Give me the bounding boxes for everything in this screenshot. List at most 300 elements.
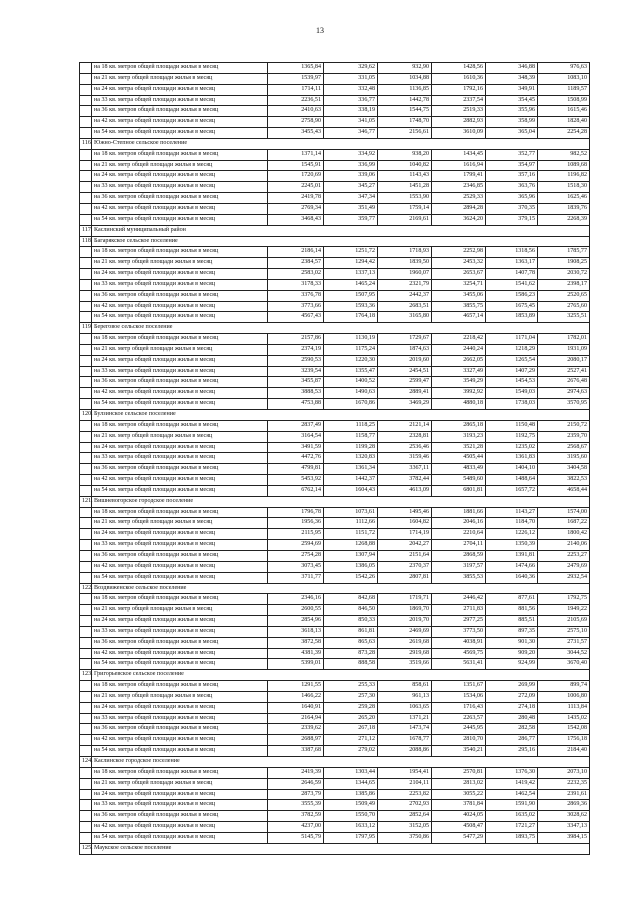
table-row [80,822,590,833]
value-cell: 2590,53 [268,355,324,366]
value-cell: 5631,41 [432,659,486,670]
value-cell: 3624,20 [432,214,486,225]
value-cell: 3164,54 [268,431,324,442]
value-cell: 2419,78 [268,193,324,204]
value-cell: 1474,66 [486,561,538,572]
value-cell: 846,50 [324,605,378,616]
row-number-cell [80,279,92,290]
row-label: на 21 кв. метр общей площади жилья в месяц [92,605,268,616]
value-cell: 2254,28 [538,128,590,139]
table-row [80,453,590,464]
value-cell: 1839,50 [378,258,432,269]
value-cell: 3540,21 [432,746,486,757]
table-row [80,290,590,301]
value-cell: 1307,94 [324,550,378,561]
table-row [80,789,590,800]
section-number: 124. [80,757,92,768]
value-cell: 2807,81 [378,572,432,583]
value-cell: 3570,95 [538,399,590,410]
value-cell: 1615,46 [538,106,590,117]
value-cell: 1640,91 [268,702,324,713]
value-cell: 2339,62 [268,724,324,735]
value-cell: 379,15 [486,214,538,225]
value-cell: 3773,50 [432,626,486,637]
table-row [80,420,590,431]
row-number-cell [80,312,92,323]
value-cell: 1518,30 [538,182,590,193]
row-number-cell [80,550,92,561]
row-label: на 36 кв. метров общей площади жилья в месяц [92,550,268,561]
row-number-cell [80,767,92,778]
row-number-cell [80,160,92,171]
value-cell: 3197,57 [432,561,486,572]
row-label: на 21 кв. метр общей площади жилья в месяц [92,160,268,171]
value-cell: 1189,57 [538,84,590,95]
row-number-cell [80,702,92,713]
row-label: на 54 кв. метра общей площади жилья в месяц [92,399,268,410]
table-row [80,713,590,724]
value-cell: 1218,29 [486,344,538,355]
row-number-cell [80,529,92,540]
table-row [80,561,590,572]
table-row [80,128,590,139]
value-cell: 2150,72 [538,420,590,431]
value-cell: 2337,54 [432,95,486,106]
value-cell: 352,77 [486,149,538,160]
value-cell: 1435,02 [538,713,590,724]
value-cell: 339,06 [324,171,378,182]
section-row [80,236,590,247]
value-cell: 901,30 [486,637,538,648]
value-cell: 2646,59 [268,778,324,789]
value-cell: 267,18 [324,724,378,735]
value-cell: 2731,57 [538,637,590,648]
section-number: 117. [80,225,92,236]
value-cell: 338,19 [324,106,378,117]
row-label: на 42 кв. метра общей площади жилья в месяц [92,203,268,214]
value-cell: 1265,54 [486,355,538,366]
value-cell: 346,77 [324,128,378,139]
value-cell: 1785,77 [538,247,590,258]
page-number: 13 [316,26,324,35]
value-cell: 1143,43 [378,171,432,182]
row-label: на 36 кв. метров общей площади жилья в месяц [92,290,268,301]
row-label: на 42 кв. метра общей площади жилья в месяц [92,648,268,659]
value-cell: 1545,91 [268,160,324,171]
value-cell: 2398,17 [538,279,590,290]
value-cell: 924,99 [486,659,538,670]
value-cell: 2520,65 [538,290,590,301]
value-cell: 351,49 [324,203,378,214]
value-cell: 2080,17 [538,355,590,366]
section-row [80,583,590,594]
section-row [80,138,590,149]
table-row [80,95,590,106]
value-cell: 1073,61 [324,507,378,518]
value-cell: 858,61 [378,681,432,692]
table-row [80,442,590,453]
value-cell: 873,28 [324,648,378,659]
value-cell: 3519,66 [378,659,432,670]
value-cell: 2810,70 [432,735,486,746]
row-number-cell [80,203,92,214]
value-cell: 3469,29 [378,399,432,410]
row-label: на 36 кв. метров общей площади жилья в месяц [92,811,268,822]
row-number-cell [80,431,92,442]
section-number: 125. [80,843,92,854]
table-row [80,550,590,561]
value-cell: 2321,79 [378,279,432,290]
value-cell: 1853,89 [486,312,538,323]
section-number: 120. [80,410,92,421]
row-number-cell [80,193,92,204]
value-cell: 1112,66 [324,518,378,529]
row-number-cell [80,789,92,800]
row-label: на 54 кв. метра общей площади жилья в месяц [92,572,268,583]
value-cell: 2328,81 [378,431,432,442]
value-cell: 1291,55 [268,681,324,692]
table-row [80,334,590,345]
value-cell: 2662,05 [432,355,486,366]
row-label: на 42 кв. метра общей площади жилья в месяц [92,117,268,128]
value-cell: 6801,81 [432,485,486,496]
value-cell: 2030,72 [538,269,590,280]
row-number-cell [80,735,92,746]
table-row [80,626,590,637]
row-label: на 18 кв. метров общей площади жилья в месяц [92,149,268,160]
row-number-cell [80,269,92,280]
section-row [80,225,590,236]
value-cell: 358,99 [486,117,538,128]
value-cell: 1869,70 [378,605,432,616]
value-cell: 4505,44 [432,453,486,464]
value-cell: 961,13 [378,691,432,702]
value-cell: 1419,42 [486,778,538,789]
table-row [80,724,590,735]
row-label: на 24 кв. метра общей площади жилья в месяц [92,616,268,627]
value-cell: 3521,28 [432,442,486,453]
row-number-cell [80,746,92,757]
table-row [80,312,590,323]
value-cell: 932,90 [378,63,432,74]
value-cell: 1718,93 [378,247,432,258]
row-label: на 18 кв. метров общей площади жилья в месяц [92,594,268,605]
table-row [80,778,590,789]
value-cell: 2346,16 [268,594,324,605]
row-label: на 33 кв. метра общей площади жилья в месяц [92,453,268,464]
row-number-cell [80,648,92,659]
value-cell: 334,92 [324,149,378,160]
row-number-cell [80,540,92,551]
value-cell: 2479,69 [538,561,590,572]
value-cell: 3855,75 [432,301,486,312]
row-number-cell [80,637,92,648]
section-number: 121. [80,496,92,507]
value-cell: 1407,78 [486,269,538,280]
table-row [80,746,590,757]
section-title: Багарякское сельское поселение [92,236,590,247]
row-label: на 36 кв. метров общей площади жилья в месяц [92,377,268,388]
value-cell: 3028,62 [538,811,590,822]
value-cell: 897,35 [486,626,538,637]
value-cell: 1604,82 [378,518,432,529]
value-cell: 2073,10 [538,767,590,778]
value-cell: 1738,03 [486,399,538,410]
value-cell: 4567,43 [268,312,324,323]
value-cell: 1574,00 [538,507,590,518]
value-cell: 850,33 [324,616,378,627]
row-number-cell [80,128,92,139]
value-cell: 1874,63 [378,344,432,355]
row-number-cell [80,420,92,431]
value-cell: 4237,00 [268,822,324,833]
value-cell: 1670,86 [324,399,378,410]
value-cell: 2769,34 [268,203,324,214]
value-cell: 1716,43 [432,702,486,713]
value-cell: 269,99 [486,681,538,692]
value-cell: 3195,60 [538,453,590,464]
value-cell: 1235,02 [486,442,538,453]
row-label: на 24 кв. метра общей площади жилья в месяц [92,702,268,713]
value-cell: 2157,86 [268,334,324,345]
value-cell: 3984,15 [538,832,590,843]
row-number-cell [80,518,92,529]
value-cell: 3455,43 [268,128,324,139]
row-number-cell [80,811,92,822]
section-number: 118. [80,236,92,247]
value-cell: 1956,36 [268,518,324,529]
value-cell: 4472,76 [268,453,324,464]
value-cell: 3711,77 [268,572,324,583]
value-cell: 1756,18 [538,735,590,746]
value-cell: 255,33 [324,681,378,692]
row-label: на 33 кв. метра общей площади жилья в месяц [92,713,268,724]
value-cell: 1251,72 [324,247,378,258]
value-cell: 3165,80 [378,312,432,323]
table-row [80,193,590,204]
value-cell: 1839,76 [538,203,590,214]
row-number-cell [80,258,92,269]
value-cell: 2019,60 [378,355,432,366]
table-row [80,507,590,518]
value-cell: 1828,40 [538,117,590,128]
value-cell: 5477,29 [432,832,486,843]
value-cell: 3549,29 [432,377,486,388]
value-cell: 2676,48 [538,377,590,388]
section-number: 119. [80,323,92,334]
value-cell: 3044,52 [538,648,590,659]
value-cell: 2583,02 [268,269,324,280]
table-row [80,767,590,778]
value-cell: 1550,70 [324,811,378,822]
row-label: на 18 кв. метров общей площади жилья в месяц [92,767,268,778]
table-row [80,800,590,811]
value-cell: 2454,51 [378,366,432,377]
table-row [80,832,590,843]
section-number: 116. [80,138,92,149]
table-row [80,485,590,496]
value-cell: 1678,77 [378,735,432,746]
value-cell: 1355,47 [324,366,378,377]
value-cell: 2218,42 [432,334,486,345]
table-row [80,702,590,713]
value-cell: 2619,68 [378,637,432,648]
row-label: на 33 кв. метра общей площади жилья в месяц [92,540,268,551]
value-cell: 274,18 [486,702,538,713]
value-cell: 2813,02 [432,778,486,789]
value-cell: 1407,29 [486,366,538,377]
table-row [80,518,590,529]
value-cell: 1792,75 [538,594,590,605]
row-number-cell [80,561,92,572]
value-cell: 1544,75 [378,106,432,117]
value-cell: 2245,01 [268,182,324,193]
row-label: на 24 кв. метра общей площади жилья в месяц [92,355,268,366]
value-cell: 2121,14 [378,420,432,431]
row-number-cell [80,247,92,258]
value-cell: 2688,97 [268,735,324,746]
value-cell: 3239,54 [268,366,324,377]
value-cell: 1553,90 [378,193,432,204]
value-cell: 280,48 [486,713,538,724]
value-cell: 355,96 [486,106,538,117]
row-number-cell [80,442,92,453]
row-number-cell [80,63,92,74]
row-label: на 18 кв. метров общей площади жилья в месяц [92,681,268,692]
section-title: Каслинский муниципальный район [92,225,590,236]
row-number-cell [80,724,92,735]
table-row [80,171,590,182]
section-row [80,496,590,507]
value-cell: 2263,57 [432,713,486,724]
table-row [80,258,590,269]
value-cell: 2346,85 [432,182,486,193]
value-cell: 4024,05 [432,811,486,822]
row-label: на 21 кв. метр общей площади жилья в месяц [92,73,268,84]
row-label: на 54 кв. метра общей площади жилья в месяц [92,128,268,139]
value-cell: 1376,30 [486,767,538,778]
row-label: на 36 кв. метров общей площади жилья в месяц [92,106,268,117]
value-cell: 2374,19 [268,344,324,355]
row-number-cell [80,171,92,182]
table-row [80,464,590,475]
value-cell: 1782,01 [538,334,590,345]
value-cell: 329,62 [324,63,378,74]
row-number-cell [80,149,92,160]
value-cell: 4381,39 [268,648,324,659]
value-cell: 3387,68 [268,746,324,757]
row-number-cell [80,182,92,193]
value-cell: 2115,95 [268,529,324,540]
row-number-cell [80,73,92,84]
table-row [80,616,590,627]
section-row [80,410,590,421]
value-cell: 865,63 [324,637,378,648]
value-cell: 2019,70 [378,616,432,627]
value-cell: 357,16 [486,171,538,182]
row-number-cell [80,301,92,312]
value-cell: 2600,55 [268,605,324,616]
value-cell: 2575,10 [538,626,590,637]
table-row [80,572,590,583]
value-cell: 2837,49 [268,420,324,431]
row-number-cell [80,572,92,583]
value-cell: 1720,69 [268,171,324,182]
value-cell: 3193,23 [432,431,486,442]
value-cell: 1610,36 [432,73,486,84]
value-cell: 2765,60 [538,301,590,312]
value-cell: 2873,79 [268,789,324,800]
table-row [80,399,590,410]
value-cell: 1881,66 [432,507,486,518]
value-cell: 3781,84 [432,800,486,811]
value-cell: 2384,57 [268,258,324,269]
value-cell: 1635,02 [486,811,538,822]
value-cell: 2236,51 [268,95,324,106]
value-cell: 286,77 [486,735,538,746]
value-cell: 2391,61 [538,789,590,800]
value-cell: 1199,28 [324,442,378,453]
value-cell: 3404,58 [538,464,590,475]
value-cell: 1490,63 [324,388,378,399]
row-label: на 21 кв. метр общей площади жилья в месяц [92,691,268,702]
value-cell: 1350,39 [486,540,538,551]
table-row [80,659,590,670]
value-cell: 1361,83 [486,453,538,464]
value-cell: 2527,41 [538,366,590,377]
value-cell: 877,61 [486,594,538,605]
value-cell: 1371,21 [378,713,432,724]
value-cell: 1320,83 [324,453,378,464]
value-cell: 2410,63 [268,106,324,117]
value-cell: 1714,11 [268,84,324,95]
value-cell: 1473,74 [378,724,432,735]
row-label: на 24 кв. метра общей площади жилья в месяц [92,442,268,453]
value-cell: 1303,44 [324,767,378,778]
value-cell: 842,68 [324,594,378,605]
value-cell: 4038,91 [432,637,486,648]
value-cell: 3455,06 [432,290,486,301]
value-cell: 1799,41 [432,171,486,182]
value-cell: 1748,70 [378,117,432,128]
value-cell: 4613,09 [378,485,432,496]
table-row [80,637,590,648]
value-cell: 3888,53 [268,388,324,399]
row-number-cell [80,485,92,496]
value-cell: 3327,49 [432,366,486,377]
value-cell: 1006,80 [538,691,590,702]
row-number-cell [80,117,92,128]
value-cell: 3750,86 [378,832,432,843]
value-cell: 4508,47 [432,822,486,833]
value-cell: 4880,18 [432,399,486,410]
row-label: на 33 кв. метра общей площади жилья в месяц [92,182,268,193]
value-cell: 282,58 [486,724,538,735]
table-row [80,681,590,692]
value-cell: 2046,16 [432,518,486,529]
value-cell: 1434,45 [432,149,486,160]
value-cell: 3455,87 [268,377,324,388]
value-cell: 1542,08 [538,724,590,735]
value-cell: 3782,44 [378,475,432,486]
value-cell: 1294,42 [324,258,378,269]
value-cell: 2253,82 [378,789,432,800]
value-cell: 1465,24 [324,279,378,290]
value-cell: 1495,46 [378,507,432,518]
value-cell: 1083,10 [538,73,590,84]
value-cell: 2164,94 [268,713,324,724]
section-row [80,757,590,768]
